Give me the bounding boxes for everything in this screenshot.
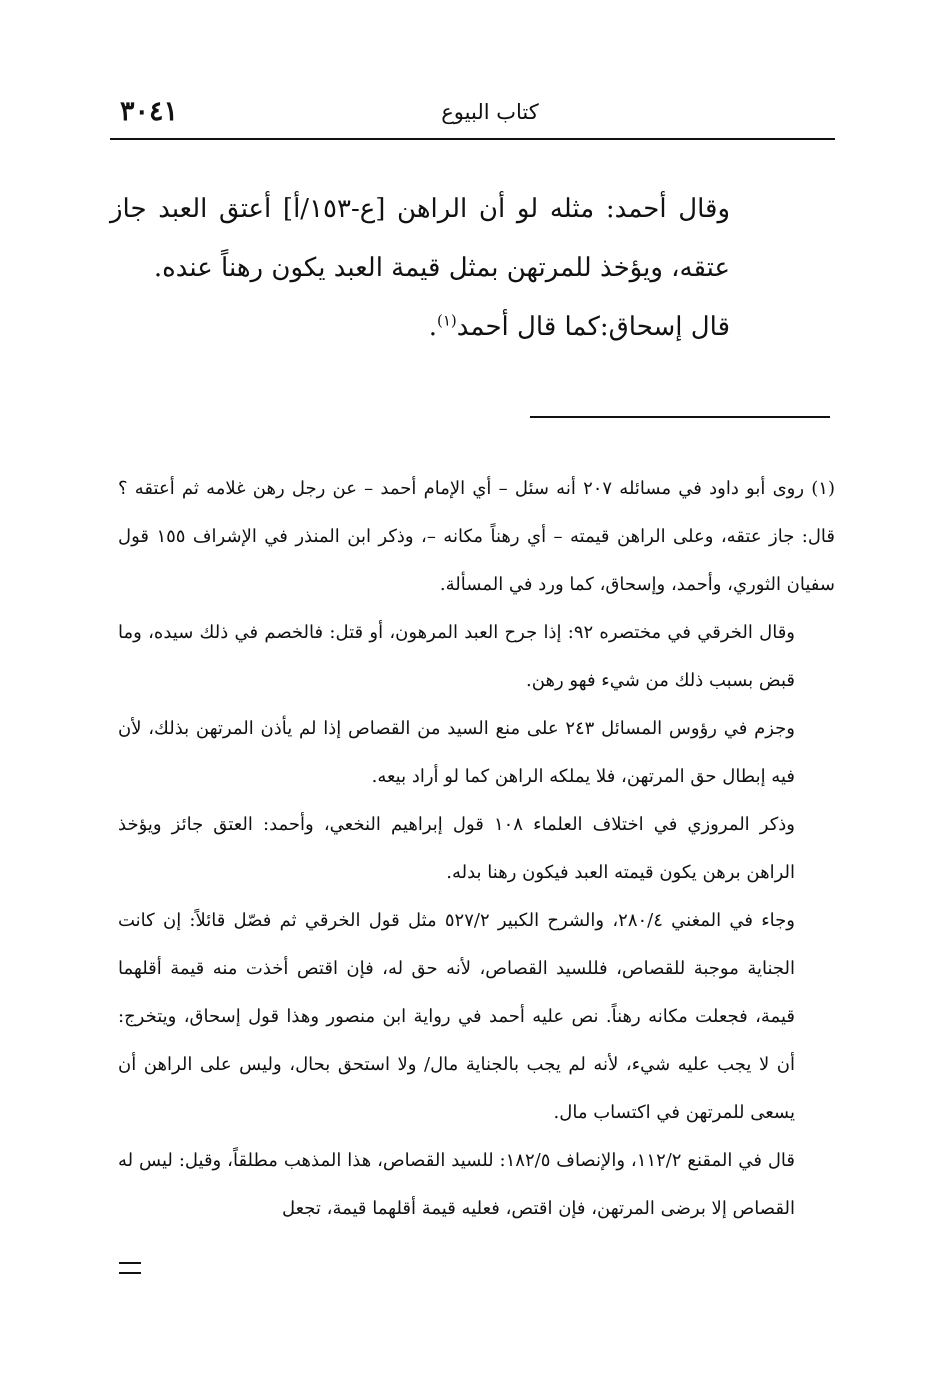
footnote-paragraph-5: وجاء في المغني ٢٨٠/٤، والشرح الكبير ٥٢٧/٢ مثل قول الخرقي ثم فصّل قائلاً: إن كانت الجناية موجبة للقصاص، فللسيد القصاص، لأنه حق له، فإن اقتص أخذت منه قيمة أقلهما قيمة، فجعلت مكانه رهناً. نص عليه أحمد في رواية ابن منصور وهذا قول إسحاق، ويتخرج: أن لا يجب عليه شيء، لأنه لم يجب بالجناية مال/ ولا استحق بحال، وليس على الراهن أن يسعى للمرتهن في اكتساب مال. (118, 910, 795, 1123)
footnote-paragraph-1-text: روى أبو داود في مسائله ٢٠٧ أنه سئل – أي الإمام أحمد – عن رجل رهن غلامه ثم أعتقه ؟ قال: جاز عتقه، وعلى الراهن قيمته – أي رهناً مكانه –، وذكر ابن المنذر في الإشراف ١٥٥ قول سفيان الثوري، وأحمد، وإسحاق، كما ورد في المسألة. (118, 478, 836, 595)
footnote-reference: (١) (436, 311, 457, 330)
main-paragraph-2 (110, 298, 730, 357)
closing-dot: . (428, 312, 437, 342)
page-number: ٣٠٤١ (120, 96, 179, 127)
footnote-paragraph-6: قال في المقنع ١١٢/٢، والإنصاف ١٨٢/٥: للسيد القصاص، هذا المذهب مطلقاً، وقيل: ليس له القصاص إلا برضى المرتهن، فإن اقتص، فعليه قيمة أقلهما قيمة، تجعل (118, 1150, 795, 1219)
footnote-separator (530, 416, 830, 418)
header-rule (110, 138, 835, 140)
footnote-paragraph-4: وذكر المروزي في اختلاف العلماء ١٠٨ قول إبراهيم النخعي، وأحمد: العتق جائز ويؤخذ الراهن برهن يكون قيمته العبد فيكون رهنا بدله. (118, 814, 795, 883)
running-title: كتاب البيوع (441, 100, 539, 124)
main-paragraph-1: وقال أحمد: مثله لو أن الراهن [ع-١٥٣/أ] أعتق العبد جاز عتقه، ويؤخذ للمرتهن بمثل قيمة العبد يكون رهناً عنده. (110, 194, 730, 283)
continuation-mark (119, 1262, 141, 1274)
page-header (110, 96, 835, 136)
footnote-marker: (١) (811, 478, 835, 499)
footnotes (118, 465, 835, 1233)
main-paragraph-2-text: قال إسحاق:كما قال أحمد (456, 312, 730, 342)
footnote-paragraph-1 (118, 465, 835, 609)
main-text (110, 180, 730, 357)
footnote-paragraph-2: وقال الخرقي في مختصره ٩٢: إذا جرح العبد المرهون، أو قتل: فالخصم في ذلك سيده، وما قبض بسبب ذلك من شيء فهو رهن. (118, 622, 795, 691)
footnote-paragraph-3: وجزم في رؤوس المسائل ٢٤٣ على منع السيد من القصاص إذا لم يأذن المرتهن بذلك، لأن فيه إبطال حق المرتهن، فلا يملكه الراهن كما لو أراد بيعه. (118, 718, 795, 787)
